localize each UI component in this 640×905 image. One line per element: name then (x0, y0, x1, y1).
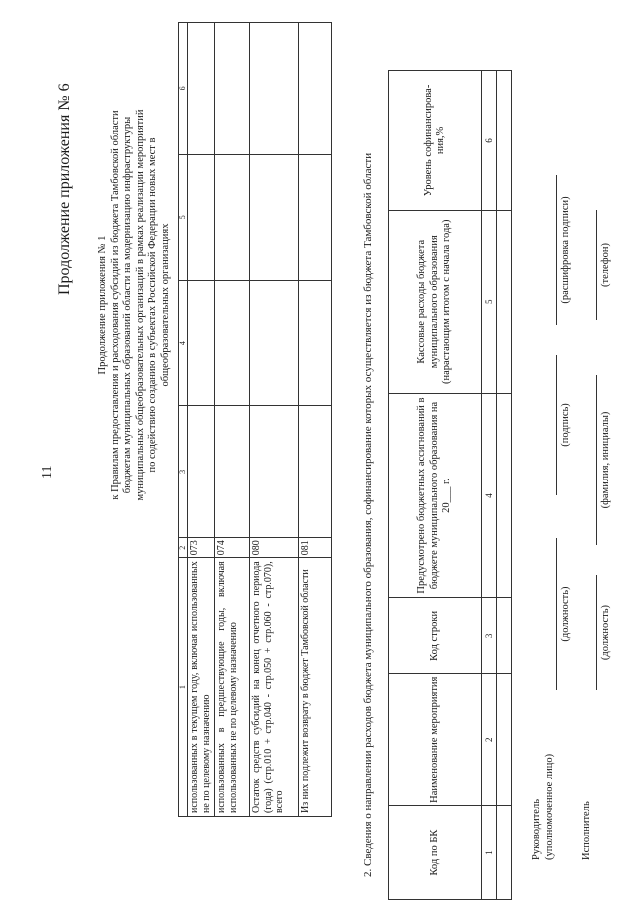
report-table (178, 22, 332, 817)
column-header: Уровень софинансирова-ния,% (389, 71, 482, 211)
table-row (497, 71, 512, 900)
annex-header (97, 5, 173, 605)
executor-position-caption: (должность) (600, 604, 611, 661)
expenditure-table (388, 70, 512, 900)
column-number: 5 (179, 154, 188, 280)
row-name: Остаток средств субсидий на конец отчетного периода (года) (стр.010 + стр.040 - стр.050 + стр.060 - стр.070), всего (250, 558, 299, 817)
table-cell (188, 23, 215, 155)
row-code: 081 (299, 538, 332, 558)
column-number: 4 (179, 280, 188, 406)
column-number: 3 (179, 406, 188, 538)
table-cell (250, 280, 299, 406)
table-cell (250, 23, 299, 155)
phone-line (596, 210, 597, 320)
table-cell (497, 674, 512, 806)
signature-caption: (подпись) (560, 403, 571, 447)
position-line (556, 538, 557, 690)
column-number: 6 (179, 23, 188, 155)
column-number: 1 (482, 806, 497, 900)
position-caption: (должность) (560, 586, 571, 642)
column-number: 6 (482, 71, 497, 211)
column-header: Предусмотрено бюджетных ассигнований в бюджете муниципального образования на 20___ г. (389, 393, 482, 598)
decoding-caption: (расшифровка подписи) (560, 196, 571, 304)
column-header: Наименование мероприятия (389, 674, 482, 806)
executor-position-line (596, 575, 597, 690)
head-label: Руководитель (531, 799, 542, 860)
annex-line: к Правилам предоставления и расходования субсидий из бюджета Тамбовской области (109, 110, 121, 500)
section-2-heading: 2. Сведения о направлении расходов бюджета муниципального образования, софинансирование которых осуществляется из бюджета Тамбовской области (362, 152, 374, 877)
table-row (188, 23, 215, 817)
table-cell (188, 154, 215, 280)
row-code: 080 (250, 538, 299, 558)
table-cell (497, 71, 512, 211)
phone-caption: (телефон) (600, 243, 611, 287)
table-cell (188, 280, 215, 406)
head-sublabel: (уполномоченное лицо) (544, 753, 555, 860)
table-row (299, 23, 332, 817)
column-number: 3 (482, 598, 497, 674)
annex-line: муниципальных общеобразовательных организаций в рамках реализации мероприятий (134, 109, 146, 501)
row-name: Из них подлежит возврату в бюджет Тамбовской области (299, 558, 332, 817)
table-cell (299, 406, 332, 538)
table-row (215, 23, 250, 817)
annex-line: общеобразовательных организациях (159, 223, 171, 387)
table-cell (215, 280, 250, 406)
decoding-line (556, 175, 557, 325)
continuation-title: Продолжение приложения № 6 (56, 83, 73, 295)
annex-line: по содействию созданию в субъектах Российской Федерации новых мест в (147, 137, 159, 473)
table-header-row (179, 23, 188, 817)
column-number: 1 (179, 558, 188, 817)
page-number: 11 (40, 465, 55, 479)
annex-line: Продолжение приложения № 1 (97, 235, 108, 375)
column-number: 4 (482, 393, 497, 598)
column-number: 2 (482, 674, 497, 806)
row-name: использованных в предшествующие годы, включая использованных не по целевому назначению (215, 558, 250, 817)
table-cell (299, 23, 332, 155)
table-cell (497, 210, 512, 393)
table-cell (250, 154, 299, 280)
table-cell (299, 154, 332, 280)
table-cell (497, 393, 512, 598)
row-name: использованных в текущем году, включая использованных не по целевому назначению (188, 558, 215, 817)
row-code: 073 (188, 538, 215, 558)
annex-line: бюджетам муниципальных образований области на модернизацию инфраструктуры (122, 116, 134, 494)
table-cell (497, 806, 512, 900)
table-cell (215, 154, 250, 280)
table-cell (299, 280, 332, 406)
signature-line (556, 355, 557, 495)
table-row (250, 23, 299, 817)
row-code: 074 (215, 538, 250, 558)
table-cell (188, 406, 215, 538)
table-header-row (389, 71, 482, 900)
column-number: 5 (482, 210, 497, 393)
column-header: Код по БК (389, 806, 482, 900)
column-header: Код строки (389, 598, 482, 674)
name-caption: (фамилия, инициалы) (600, 411, 611, 509)
table-cell (215, 406, 250, 538)
table-cell (497, 598, 512, 674)
table-cell (215, 23, 250, 155)
column-number: 2 (179, 538, 188, 558)
column-numbers-row (482, 71, 497, 900)
table-cell (250, 406, 299, 538)
name-line (596, 375, 597, 545)
executor-label: Исполнитель (581, 801, 592, 860)
column-header: Кассовые расходы бюджета муниципального образования (нарастающим итогом с начала года) (389, 210, 482, 393)
